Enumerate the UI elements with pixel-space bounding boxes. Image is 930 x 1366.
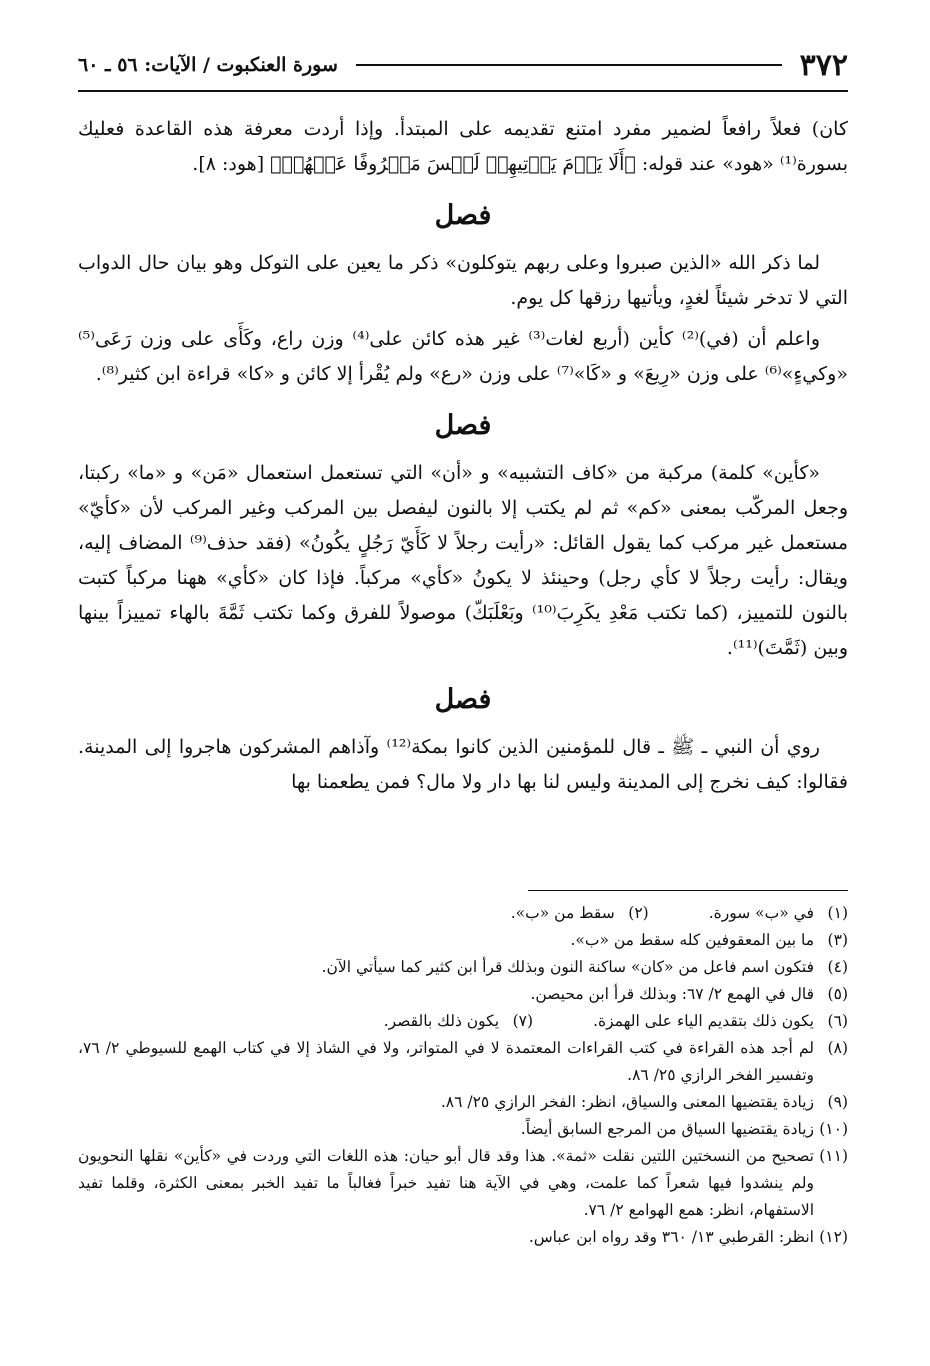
footnote-row — [78, 1008, 848, 1035]
footnote-6: (٦)يكون ذلك بتقديم الياء على الهمزة. — [593, 1012, 848, 1030]
main-text — [78, 112, 848, 806]
footnote-8: (٨)لم أجد هذه القراءة في كتب القراءات المعتمدة لا في المتواتر، ولا في الشاذ إلا في كتاب الهمع للسيوطي ٢/ ٧٦، وتفسير الفخر الرازي ٢٥/ ٨٦. — [78, 1039, 848, 1084]
footnote-2: (٢)سقط من «ب». — [510, 904, 649, 922]
paragraph-1: كان) فعلاً رافعاً لضمير مفرد امتنع تقديمه على المبتدأ. وإذا أردت معرفة هذه القاعدة فعليك بسورة⁽¹⁾ «هود» عند قوله: ﴿أَلَا يَوۡمَ يَأۡتِيهِمۡ لَيۡسَ مَصۡرُوفًا عَنۡهُمۡ﴾ [هود: ٨]. — [78, 118, 848, 175]
paragraph-5: روي أن النبي ـ ﷺ ـ قال للمؤمنين الذين كانوا بمكة⁽¹²⁾ وآذاهم المشركون هاجروا إلى المدينة. فقالوا: كيف نخرج إلى المدينة وليس لنا بها دار ولا مال؟ فمن يطعمنا بها — [78, 736, 848, 793]
footnote-12: (١٢)انظر: القرطبي ١٣/ ٣٦٠ وقد رواه ابن عباس. — [528, 1228, 848, 1246]
paragraph-2: لما ذكر الله «الذين صبروا وعلى ربهم يتوكلون» ذكر ما يعين على التوكل وهو بيان حال الدواب التي لا تدخر شيئاً لغدٍ، ويأتيها رزقها كل يوم. — [78, 252, 848, 309]
page-number: ٣٧٢ — [799, 47, 848, 83]
header-rule — [356, 64, 782, 66]
footnote-10: (١٠)زيادة يقتضيها السياق من المرجع السابق أيضاً. — [520, 1120, 848, 1138]
footnote-5: (٥)قال في الهمع ٢/ ٦٧: وبذلك قرأ ابن محيصن. — [530, 985, 848, 1003]
footnote-separator — [528, 890, 848, 891]
footnote-4: (٤)فتكون اسم فاعل من «كان» ساكنة النون وبذلك قرأ ابن كثير كما سيأتي الآن. — [321, 958, 848, 976]
footnotes — [78, 900, 848, 1251]
paragraph-3: واعلم أن (في)⁽²⁾ كأين (أربع لغات⁽³⁾ غير هذه كائن على⁽⁴⁾ وزن راع، وكَأَى على وزن رَعَى⁽⁵⁾ «وكيءٍ»⁽⁶⁾ على وزن «رِيعَ» و «كَا»⁽⁷⁾ على وزن «رع» ولم يُقْرأ إلا كائن و «كا» قراءة ابن كثير⁽⁸⁾. — [78, 328, 848, 385]
section-heading-1: فصل — [434, 200, 492, 231]
running-title: سورة العنكبوت / الآيات: ٥٦ ـ ٦٠ — [78, 54, 338, 76]
footnote-9: (٩)زيادة يقتضيها المعنى والسياق، انظر: الفخر الرازي ٢٥/ ٨٦. — [440, 1093, 848, 1111]
footnote-11: (١١)تصحيح من النسختين اللتين نقلت «ثمة». هذا وقد قال أبو حيان: هذه اللغات التي وردت في «كأين» نقلها النحويون ولم ينشدوا فيها شعراً كما علمت، وهي في الآية هنا تفيد خبراً فغالباً ما تفيد الخبر بمعنى الكثرة، وقلما تفيد الاستفهام، انظر: همع الهوامع ٢/ ٧٦. — [78, 1147, 848, 1219]
paragraph-4: «كأين» كلمة) مركبة من «كاف التشبيه» و «أن» التي تستعمل استعمال «مَن» و «ما» ركبتا، وجعل المركّب بمعنى «كم» ثم لم يكتب إلا بالنون ليفصل بين المركب وغير المركب لأن «كأيّ» مستعمل غير مركب كما يقول القائل: «رأيت رجلاً لا كَأَيّ رَجُلٍ يكُونُ» (فقد حذف⁽⁹⁾ المضاف إليه، ويقال: رأيت رجلاً لا كأي رجل) وحينئذ لا يكونُ «كأي» مركباً. فإذا كان «كأي» ههنا مركباً كتبت بالنون للتمييز، (كما تكتب مَعْدِ يكَرِبَ⁽¹⁰⁾ وبَعْلَبَكّ) موصولاً للفرق وكما تكتب ثَمَّةَ بالهاء تمييزاً بينها وبين (ثَمَّتَ)⁽¹¹⁾. — [78, 462, 849, 659]
footnote-7: (٧)يكون ذلك بالقصر. — [383, 1012, 534, 1030]
section-heading-2: فصل — [434, 410, 492, 441]
footnote-3: (٣)ما بين المعقوفين كله سقط من «ب». — [570, 931, 848, 949]
running-header — [78, 40, 848, 92]
footnote-row — [78, 900, 848, 927]
footnote-1: (١)في «ب» سورة. — [708, 904, 848, 922]
section-heading-3: فصل — [434, 684, 492, 715]
